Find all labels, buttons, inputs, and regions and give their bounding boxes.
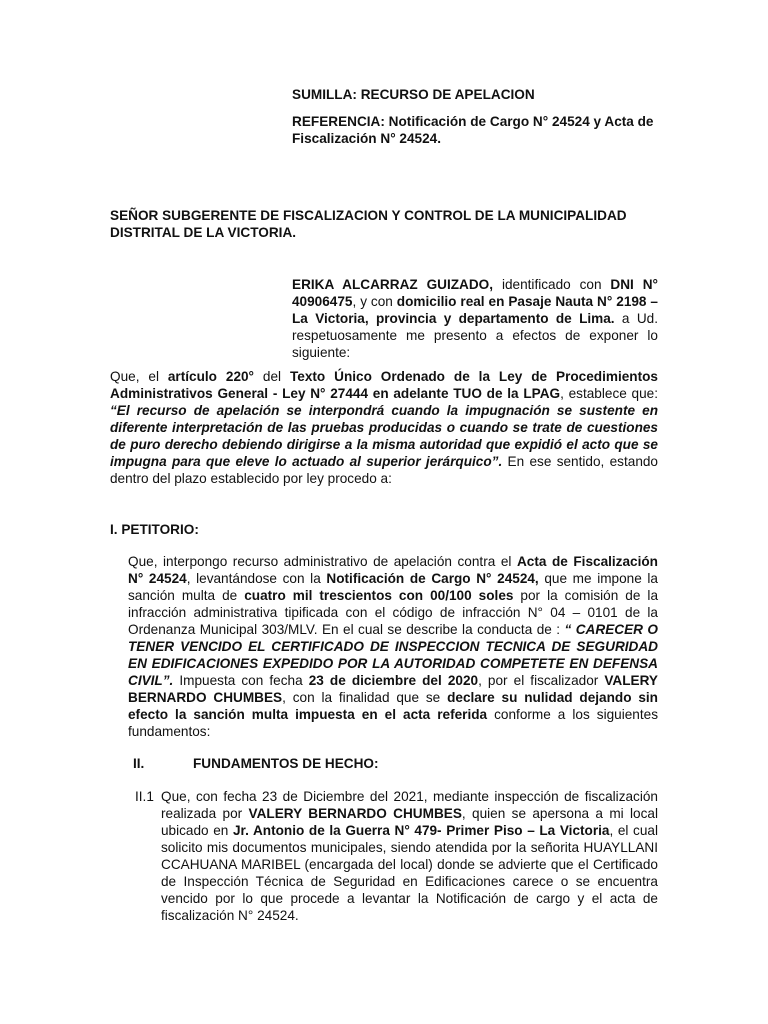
- sumilla: SUMILLA: RECURSO DE APELACION: [292, 87, 535, 102]
- section-heading-fundamentos: FUNDAMENTOS DE HECHO:: [193, 756, 379, 771]
- referencia: REFERENCIA: Notificación de Cargo N° 24524 y Acta de Fiscalización N° 24524.: [292, 114, 654, 146]
- applicant-name: ERIKA ALCARRAZ GUIZADO,: [292, 277, 494, 292]
- section-number: II.: [133, 756, 145, 771]
- conducta-quote: “ CARECER O TENER VENCIDO EL CERTIFICADO DE INSPECCION TECNICA DE SEGURIDAD EN EDIFICACIONES EXPEDIDO POR LA AUTORIDAD COMPETETE EN DEFENSA CIVIL”.: [128, 622, 658, 688]
- intro-paragraph: ERIKA ALCARRAZ GUIZADO, identificado con DNI N° 40906475, y con domicilio real en Pasaje Nauta N° 2198 – La Victoria, provincia y departamento de Lima. a Ud. respetuosamente me presento a efectos de exponer lo siguiente:: [292, 277, 658, 360]
- item-number: II.1: [135, 789, 154, 804]
- petitorio-paragraph: Que, interpongo recurso administrativo de apelación contra el Acta de Fiscalización N° 24524, levantándose con la Notificación de Cargo N° 24524, que me impone la sanción multa de cuatro mil trescientos con 00/100 soles por la comisión de la infracción administrativa tipificada con el código de infracción N° 04 – 0101 de la Ordenanza Municipal 303/MLV. En el cual se describe la conducta de : “ CARECER O TENER VENCIDO EL CERTIFICADO DE INSPECCION TECNICA DE SEGURIDAD EN EDIFICACIONES EXPEDIDO POR LA AUTORIDAD COMPETETE EN DEFENSA CIVIL”. Impuesta con fecha 23 de diciembre del 2020, por el fiscalizador VALERY BERNARDO CHUMBES, con la finalidad que se declare su nulidad dejando sin efecto la sanción multa impuesta en el acta referida conforme a los siguientes fundamentos:: [128, 554, 658, 739]
- section-heading-petitorio: I. PETITORIO:: [110, 522, 199, 537]
- legal-quote: “El recurso de apelación se interpondrá cuando la impugnación se sustente en diferente interpretación de las pruebas producidas o cuando se trate de cuestiones de puro derecho debiendo dirigirse a la misma autoridad que expidió el acto que se impugna para que eleve lo actuado al superior jerárquico”.: [110, 403, 658, 469]
- legal-basis-paragraph: Que, el artículo 220° del Texto Único Ordenado de la Ley de Procedimientos Administrativos General - Ley N° 27444 en adelante TUO de la LPAG, establece que: “El recurso de apelación se interpondrá cuando la impugnación se sustente en diferente interpretación de las pruebas producidas o cuando se trate de cuestiones de puro derecho debiendo dirigirse a la misma autoridad que expidió el acto que se impugna para que eleve lo actuado al superior jerárquico”. En ese sentido, estando dentro del plazo establecido por ley procedo a:: [110, 369, 658, 486]
- fundamento-paragraph: Que, con fecha 23 de Diciembre del 2021, mediante inspección de fiscalización realizada por VALERY BERNARDO CHUMBES, quien se apersona a mi local ubicado en Jr. Antonio de la Guerra N° 479- Primer Piso – La Victoria, el cual solicito mis documentos municipales, siendo atendida por la señorita HUAYLLANI CCAHUANA MARIBEL (encargada del local) donde se advierte que el Certificado de Inspección Técnica de Seguridad en Edificaciones carece o se encuentra vencido por lo que procede a levantar la Notificación de cargo y el acta de fiscalización N° 24524.: [161, 789, 658, 923]
- addressee: SEÑOR SUBGERENTE DE FISCALIZACION Y CONTROL DE LA MUNICIPALIDAD DISTRITAL DE LA VICTORIA.: [110, 208, 627, 240]
